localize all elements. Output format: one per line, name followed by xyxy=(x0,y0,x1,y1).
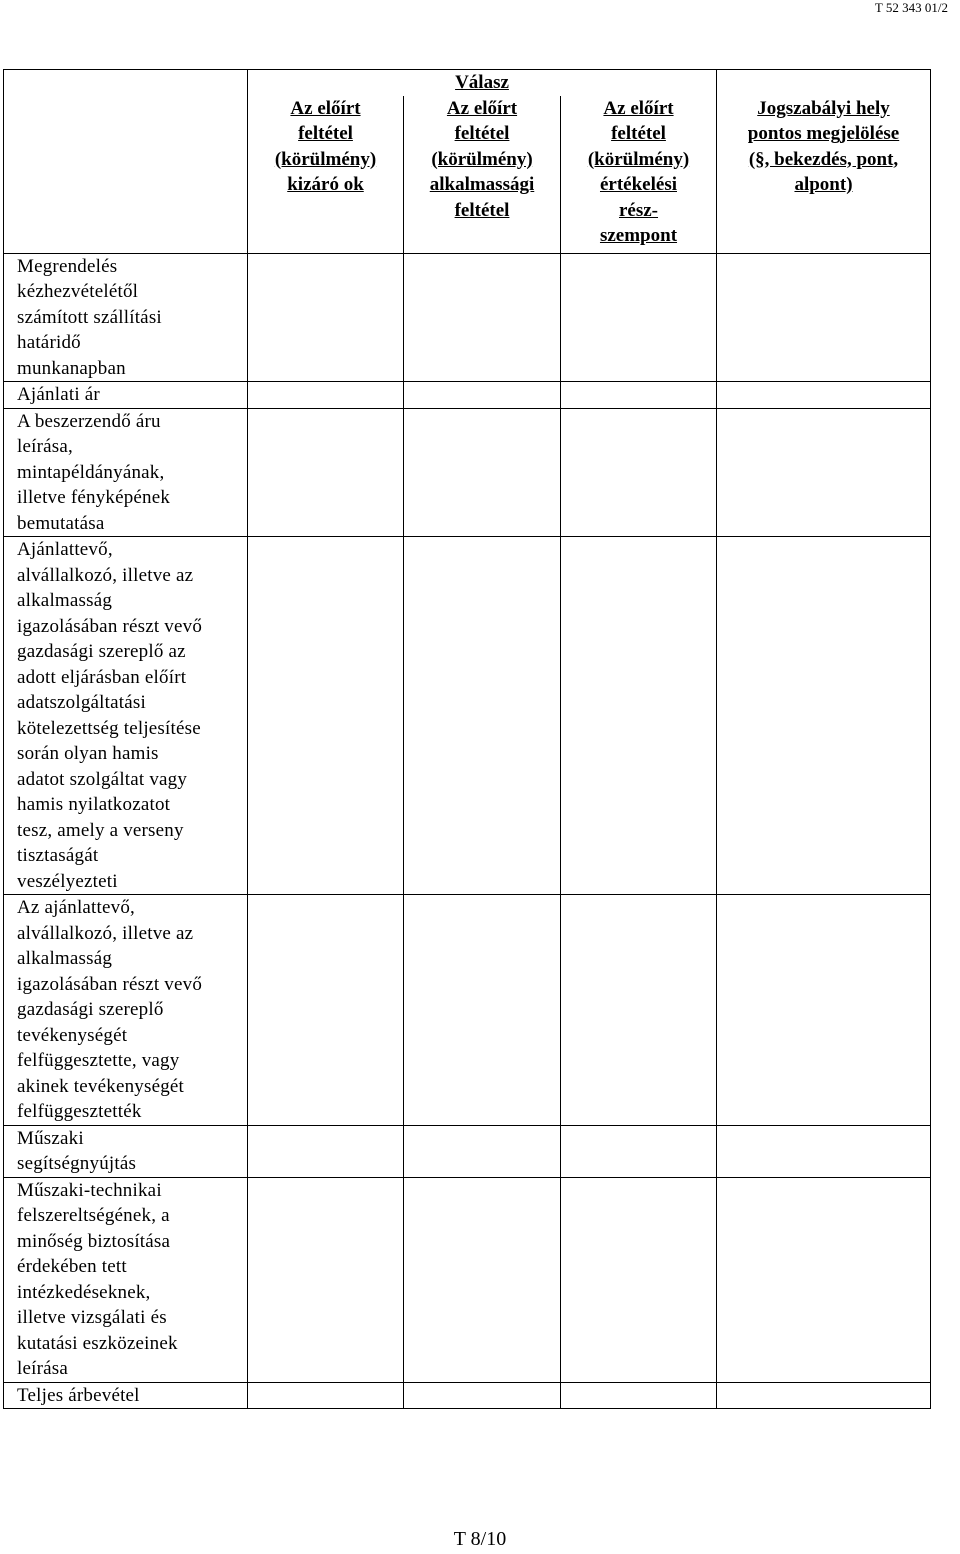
answer-cell xyxy=(561,1125,717,1177)
header-line: alpont) xyxy=(794,174,853,195)
header-line: (körülmény) xyxy=(587,148,690,170)
header-line: pontos megjelölése xyxy=(747,123,900,144)
header-line: rész- xyxy=(618,199,659,221)
answer-cell xyxy=(717,408,931,537)
row-label-line: adatszolgáltatási xyxy=(17,692,146,713)
row-label xyxy=(4,537,248,895)
row-label-line: adott eljárásban előírt xyxy=(17,666,187,688)
row-label-line: alkalmasság xyxy=(17,948,113,969)
header-line: Az előírt xyxy=(290,97,361,119)
header-col-suitability xyxy=(404,96,561,254)
row-label xyxy=(4,1382,248,1409)
row-label-line: hamis nyilatkozatot xyxy=(17,794,171,815)
table-row xyxy=(4,382,931,409)
header-line: értékelési xyxy=(599,174,677,195)
page-number: T 8/10 xyxy=(453,1528,507,1550)
table-row xyxy=(4,895,931,1126)
row-label-line: illetve fényképének xyxy=(17,487,171,508)
row-label-line: tevékenységét xyxy=(17,1024,128,1046)
table-row xyxy=(4,1125,931,1177)
row-label-line: gazdasági szereplő xyxy=(17,999,164,1020)
answer-cell xyxy=(248,1125,404,1177)
answer-cell xyxy=(717,895,931,1126)
answer-cell xyxy=(561,1177,717,1382)
document-code: T 52 343 01/2 xyxy=(874,0,948,15)
table-body xyxy=(4,253,931,1409)
row-label-line: alvállalkozó, illetve az xyxy=(17,564,194,586)
row-label-line: felfüggesztette, vagy xyxy=(17,1050,180,1071)
row-label-line: illetve vizsgálati és xyxy=(17,1307,167,1328)
header-col-exclusion-top xyxy=(248,70,404,96)
row-label-line: intézkedéseknek, xyxy=(17,1281,151,1303)
row-label-line: Megrendelés xyxy=(17,255,118,277)
answer-cell xyxy=(561,1382,717,1409)
header-line: kizáró ok xyxy=(287,174,364,195)
row-label-line: bemutatása xyxy=(17,512,105,534)
answer-cell xyxy=(248,1177,404,1382)
answer-cell xyxy=(404,895,561,1126)
row-label-line: Teljes árbevétel xyxy=(17,1384,140,1406)
answer-cell xyxy=(561,895,717,1126)
row-label-line: érdekében tett xyxy=(17,1256,127,1277)
answer-cell xyxy=(248,895,404,1126)
answer-cell xyxy=(404,408,561,537)
answer-cell xyxy=(717,1177,931,1382)
row-label-line: A beszerzendő áru xyxy=(17,410,161,432)
row-label-line: akinek tevékenységét xyxy=(17,1075,185,1097)
table-row xyxy=(4,537,931,895)
row-label-line: adatot szolgáltat vagy xyxy=(17,768,188,790)
header-line: alkalmassági xyxy=(429,174,535,195)
table-header-top xyxy=(4,70,931,96)
table-row xyxy=(4,1382,931,1409)
header-line: szempont xyxy=(599,225,678,246)
answer-cell xyxy=(404,1125,561,1177)
row-label-line: alkalmasság xyxy=(17,590,113,611)
header-empty-corner xyxy=(4,70,248,254)
answer-cell xyxy=(561,408,717,537)
answer-cell xyxy=(717,1382,931,1409)
row-label-line: számított szállítási xyxy=(17,306,162,328)
row-label-line: igazolásában részt vevő xyxy=(17,615,203,637)
row-label-line: Ajánlattevő, xyxy=(17,539,113,560)
row-label-line: során olyan hamis xyxy=(17,743,159,764)
row-label-line: gazdasági szereplő az xyxy=(17,641,186,662)
row-label-line: kézhezvételétől xyxy=(17,281,139,302)
header-col-exclusion xyxy=(248,96,404,254)
row-label-line: leírása, xyxy=(17,436,73,457)
row-label-line: felfüggesztették xyxy=(17,1101,142,1122)
header-col-evaluation-top xyxy=(561,70,717,96)
row-label-line: kutatási eszközeinek xyxy=(17,1332,178,1354)
row-label xyxy=(4,382,248,409)
row-label xyxy=(4,1177,248,1382)
header-line: feltétel xyxy=(454,123,510,144)
row-label xyxy=(4,253,248,382)
row-label-line: minőség biztosítása xyxy=(17,1230,171,1252)
answer-cell xyxy=(404,537,561,895)
row-label-line: határidő xyxy=(17,332,81,353)
header-valasz: Válasz xyxy=(404,70,561,96)
answer-cell xyxy=(248,537,404,895)
answer-cell xyxy=(248,253,404,382)
answer-cell xyxy=(561,253,717,382)
answer-cell xyxy=(248,408,404,537)
answer-cell xyxy=(717,382,931,409)
answer-cell xyxy=(717,253,931,382)
row-label xyxy=(4,895,248,1126)
row-label xyxy=(4,1125,248,1177)
table-row xyxy=(4,253,931,382)
row-label-line: leírása xyxy=(17,1358,68,1379)
header-line: feltétel xyxy=(611,123,666,144)
row-label-line: munkanapban xyxy=(17,357,126,379)
answer-cell xyxy=(248,1382,404,1409)
row-label-line: tesz, amely a verseny xyxy=(17,819,184,841)
answer-cell xyxy=(404,382,561,409)
row-label-line: tisztaságát xyxy=(17,845,99,866)
answer-cell xyxy=(717,1125,931,1177)
header-col-legal xyxy=(717,96,931,254)
row-label-line: igazolásában részt vevő xyxy=(17,973,203,995)
table-row xyxy=(4,1177,931,1382)
row-label-line: Az ajánlattevő, xyxy=(17,897,136,918)
header-col-legal-top xyxy=(717,70,931,96)
header-line: Az előírt xyxy=(446,97,518,119)
header-line: Az előírt xyxy=(603,97,674,119)
row-label-line: segítségnyújtás xyxy=(17,1153,137,1174)
table-row xyxy=(4,408,931,537)
answer-cell xyxy=(404,253,561,382)
answer-cell xyxy=(248,382,404,409)
row-label-line: Ajánlati ár xyxy=(17,384,100,405)
row-label-line: felszereltségének, a xyxy=(17,1205,170,1226)
answer-cell xyxy=(717,537,931,895)
header-line: feltétel xyxy=(298,123,353,144)
header-line: feltétel xyxy=(454,199,510,221)
row-label-line: mintapéldányának, xyxy=(17,461,165,483)
row-label-line: Műszaki xyxy=(17,1127,84,1149)
answer-cell xyxy=(561,382,717,409)
header-col-evaluation xyxy=(561,96,717,254)
header-line: (körülmény) xyxy=(274,148,377,170)
row-label-line: alvállalkozó, illetve az xyxy=(17,922,194,944)
answer-cell xyxy=(404,1382,561,1409)
row-label-line: Műszaki-technikai xyxy=(17,1179,162,1201)
answer-cell xyxy=(561,537,717,895)
header-line: Jogszabályi hely xyxy=(757,97,890,119)
requirements-table xyxy=(3,69,931,1409)
row-label-line: kötelezettség teljesítése xyxy=(17,717,201,739)
answer-cell xyxy=(404,1177,561,1382)
row-label-line: veszélyezteti xyxy=(17,870,118,892)
header-line: (körülmény) xyxy=(431,148,533,170)
row-label xyxy=(4,408,248,537)
header-line: (§, bekezdés, pont, xyxy=(748,148,899,170)
